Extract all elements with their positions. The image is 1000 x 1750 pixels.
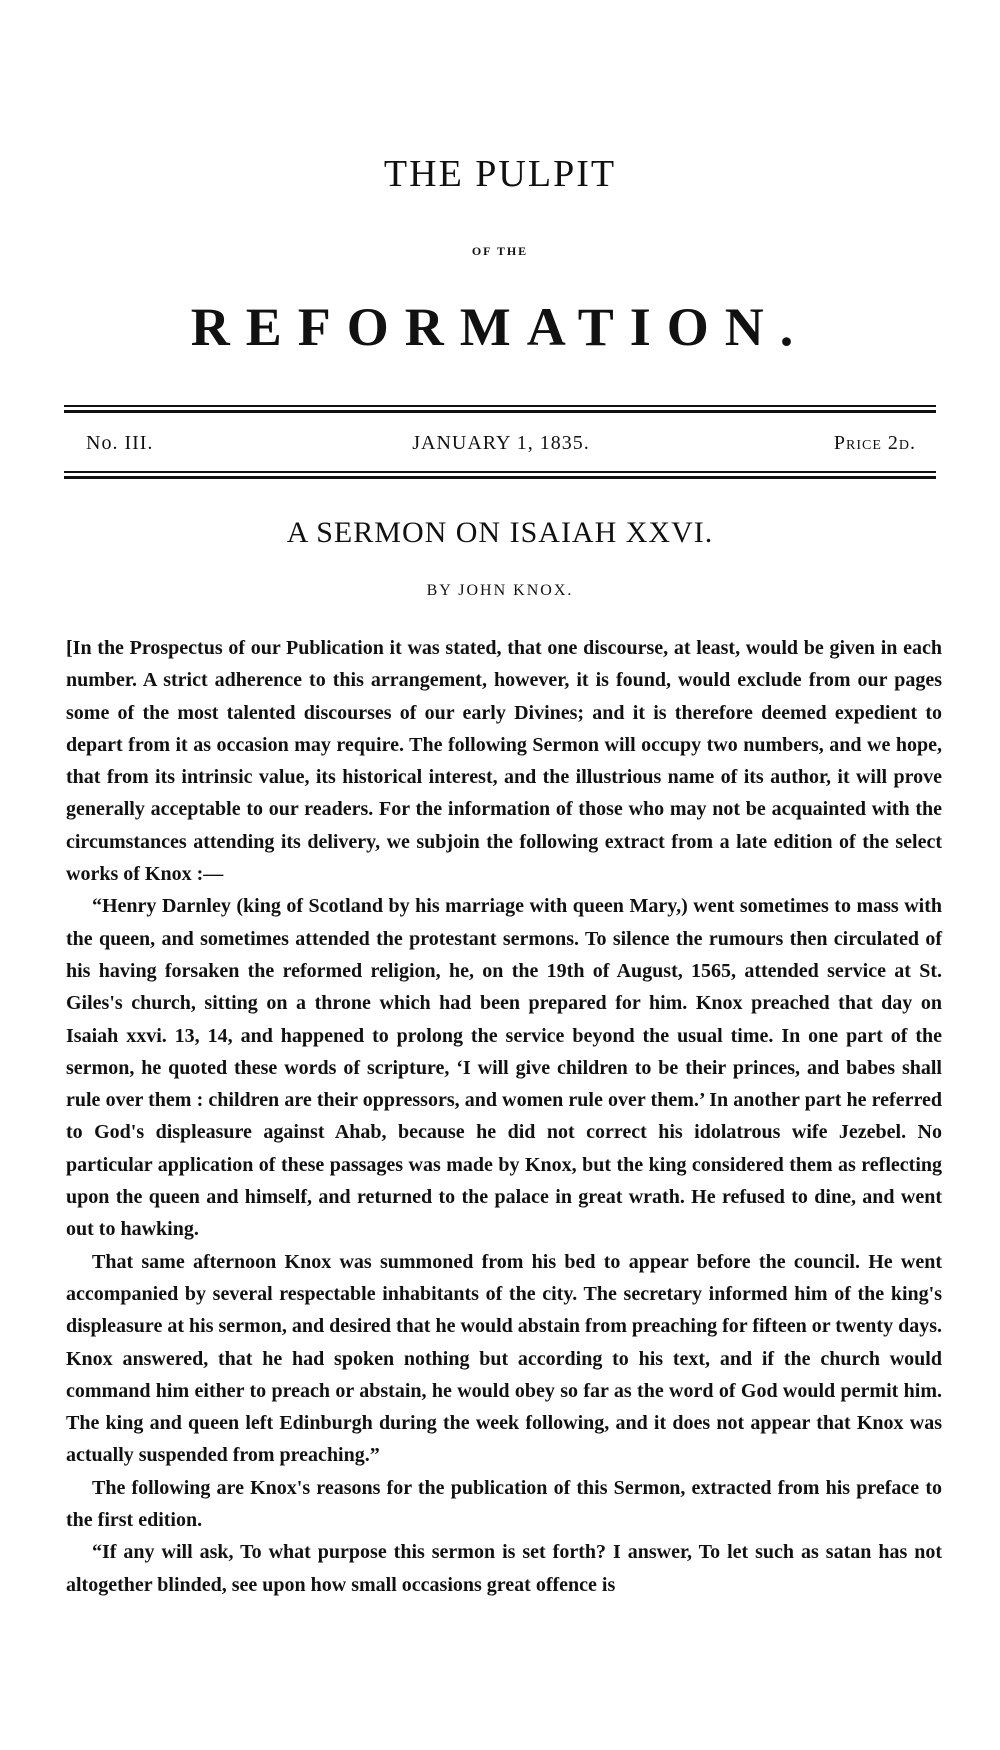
bottom-rule-thin — [64, 471, 936, 473]
issue-number: No. III. — [86, 432, 154, 454]
masthead-title-line2: OF THE — [471, 244, 529, 258]
paragraph-publication-reasons-intro: The following are Knox's reasons for the publication of this Sermon, extracted from his preface to the first edition. — [66, 1476, 942, 1532]
paragraph-editorial-note: [In the Prospectus of our Publication it was stated, that one discourse, at least, would be given in each number. A strict adherence to this arrangement, however, it is found, would exclude from our pages some of the most talented discourses of our early Divines; and it is therefore deemed expedient to depart from it as occasion may require. The following Sermon will occupy two numbers, and we hope, that from its intrinsic value, its historical interest, and the illustrious name of its author, it will prove generally acceptable to our readers. For the information of those who may not be acquainted with the circumstances attending its delivery, we subjoin the following extract from a late edition of the select works of Knox :— — [66, 637, 942, 886]
paragraph-preface-quote: “If any will ask, To what purpose this sermon is set forth? I answer, To let such as satan has not altogether blinded, see upon how small occasions great offence is — [66, 1541, 942, 1596]
masthead-title-line1: THE PULPIT — [383, 153, 617, 195]
top-rule-thin — [64, 405, 936, 407]
sermon-author: BY JOHN KNOX. — [426, 582, 574, 599]
paragraph-council-summons: That same afternoon Knox was summoned from his bed to appear before the council. He went accompanied by several respectable inhabitants of the city. The secretary informed him of the king's displeasure at his sermon, and desired that he would abstain from preaching for fifteen or twenty days. Knox answered, that he had spoken nothing but according to his text, and if the church would command him either to preach or abstain, he would obey so far as the word of God would permit him. The king and queen left Edinburgh during the week following, and it does not appear that Knox was actually suspended from preaching.” — [66, 1250, 942, 1467]
bottom-rule-thick — [64, 476, 936, 479]
bottom-double-rule — [64, 471, 936, 479]
issue-date: JANUARY 1, 1835. — [412, 432, 590, 454]
top-rule-thick — [64, 410, 936, 413]
issue-price: Price 2d. — [833, 432, 916, 454]
paragraph-historical-extract: “Henry Darnley (king of Scotland by his marriage with queen Mary,) went sometimes to mass with the queen, and sometimes attended the protestant sermons. To silence the rumours then circulated of his having forsaken the reformed religion, he, on the 19th of August, 1565, attended service at St. Giles's church, sitting on a throne which had been prepared for him. Knox preached that day on Isaiah xxvi. 13, 14, and happened to prolong the service beyond the usual time. In one part of the sermon, he quoted these words of scripture, ‘I will give children to be their princes, and babes shall rule over them : children are their oppressors, and women rule over them.’ In another part he referred to God's displeasure against Ahab, because he did not correct his idolatrous wife Jezebel. No particular application of these passages was made by Knox, but the king considered them as reflecting upon the queen and himself, and returned to the palace in great wrath. He refused to dine, and went out to hawking. — [66, 895, 942, 1241]
masthead-title-line3: REFORMATION. — [190, 297, 810, 357]
body-text — [66, 632, 942, 1601]
sermon-title: A SERMON ON ISAIAH XXVI. — [286, 516, 714, 549]
issue-info-line — [86, 432, 916, 460]
top-double-rule — [64, 405, 936, 413]
